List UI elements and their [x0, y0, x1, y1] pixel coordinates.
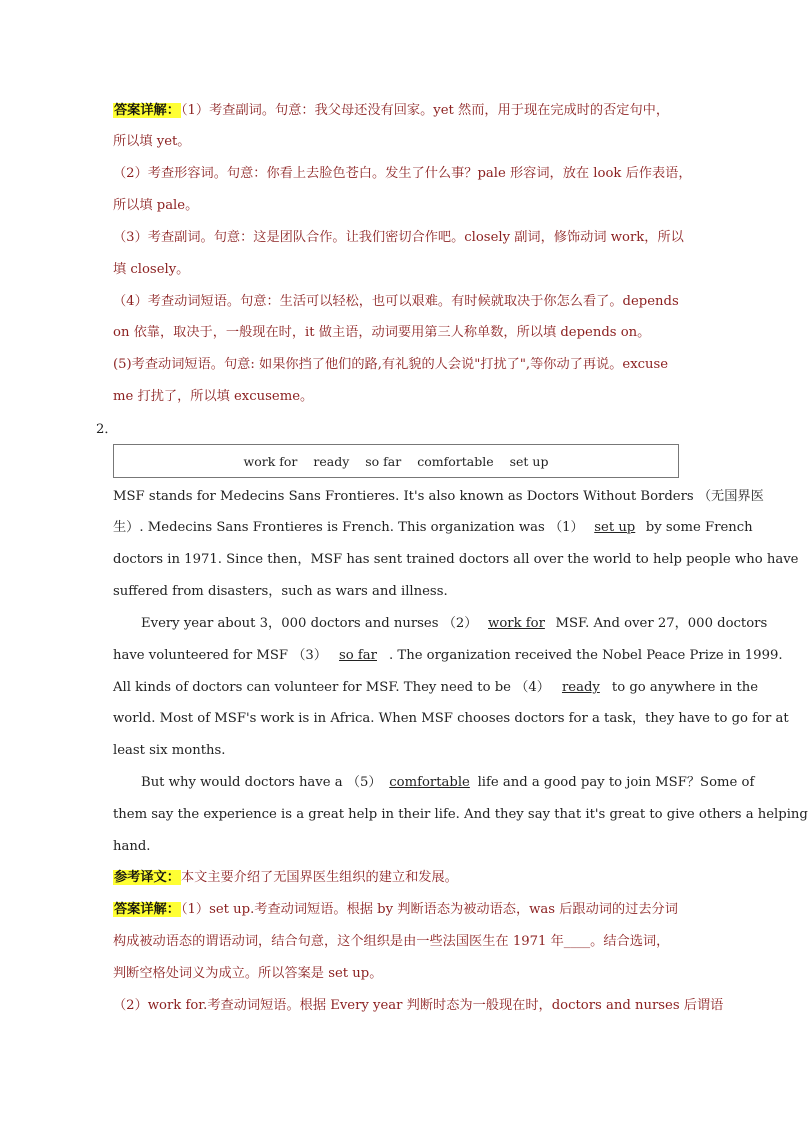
q2-answer-line-4: （2）work for.考查动词短语。根据 Every year 判断时态为一般现在时，doctors and nurses 后谓语 [113, 998, 724, 1013]
passage-p3-line-2: them say the experience is a great help in their life. And they say that it's great to give others a helping [113, 807, 808, 822]
blank-2: work for [488, 616, 545, 631]
q1-answer-line-4: 所以填 pale。 [113, 198, 199, 213]
passage-p1-line-1: MSF stands for Medecins Sans Frontieres. It's also known as Doctors Without Borders （无国界医 [113, 489, 764, 504]
blank-3: so far [339, 648, 377, 663]
word-bank-item: ready [313, 454, 350, 469]
passage-p2-line-3: All kinds of doctors can volunteer for MSF. They need to be （4） ready to go anywhere in the [113, 678, 713, 698]
question-number: 2． [96, 422, 118, 437]
q1-answer-line-7: （4）考查动词短语。句意：生活可以轻松，也可以艰难。有时候就取决于你怎么看了。depends [113, 294, 679, 309]
translation-line: 参考译文：本文主要介绍了无国界医生组织的建立和发展。 [114, 870, 458, 885]
passage-p1-line-4: suffered from disasters，such as wars and illness. [113, 584, 448, 599]
passage-p2-line-2: have volunteered for MSF （3） so far . The organization received the Nobel Peace Prize in 1999. [113, 646, 713, 666]
translation-label: 参考译文： [114, 870, 180, 885]
q1-answer-line-1: 答案详解：（1）考查副词。句意：我父母还没有回家。yet 然而，用于现在完成时的否定句中， [114, 103, 670, 118]
q1-answer-line-2: 所以填 yet。 [113, 134, 191, 149]
passage-p3-line-1: But why would doctors have a （5） comfortable life and a good pay to join MSF？Some of [141, 773, 713, 793]
passage-p1-line-2: 生）. Medecins Sans Frontieres is French. This organization was （1） set up by some French [113, 518, 713, 538]
passage-p3-line-3: hand. [113, 839, 151, 854]
word-bank [113, 444, 679, 478]
q2-answer-line-2: 构成被动语态的谓语动词，结合句意，这个组织是由一些法国医生在 1971 年____。结合选词， [113, 934, 670, 949]
word-bank-item: set up [509, 454, 549, 469]
q1-answer-line-10: me 打扰了，所以填 excuseme。 [113, 389, 314, 404]
passage-p2-line-1: Every year about 3，000 doctors and nurses （2） work for MSF. And over 27，000 doctors [141, 614, 713, 634]
word-bank-item: comfortable [417, 454, 494, 469]
answer-label: 答案详解： [114, 103, 180, 118]
blank-1: set up [594, 520, 636, 535]
q2-answer-line-3: 判断空格处词义为成立。所以答案是 set up。 [113, 966, 383, 981]
word-bank-item: so far [365, 454, 402, 469]
q2-answer-line-1: 答案详解：（1）set up.考查动词短语。根据 by 判断语态为被动语态，was 后跟动词的过去分词 [114, 902, 678, 917]
passage-p2-line-5: least six months. [113, 743, 226, 758]
q1-answer-line-5: （3）考查副词。句意：这是团队合作。让我们密切合作吧。closely 副词，修饰动词 work，所以 [113, 230, 684, 245]
blank-5: comfortable [389, 775, 470, 790]
answer-label: 答案详解： [114, 902, 180, 917]
blank-4: ready [561, 680, 600, 695]
q1-answer-line-6: 填 closely。 [113, 262, 190, 277]
word-bank-item: work for [243, 454, 298, 469]
q1-answer-line-8: on 依靠，取决于，一般现在时，it 做主语，动词要用第三人称单数，所以填 depends on。 [113, 325, 651, 340]
passage-p1-line-3: doctors in 1971. Since then，MSF has sent trained doctors all over the world to help people who have [113, 552, 799, 567]
q1-answer-line-9: (5)考查动词短语。句意: 如果你挡了他们的路,有礼貌的人会说"打扰了",等你动了再说。excuse [113, 357, 669, 372]
q1-answer-line-3: （2）考查形容词。句意：你看上去脸色苍白。发生了什么事？pale 形容词，放在 look 后作表语， [113, 166, 692, 181]
passage-p2-line-4: world. Most of MSF's work is in Africa. When MSF chooses doctors for a task，they have to go for at [113, 711, 789, 726]
